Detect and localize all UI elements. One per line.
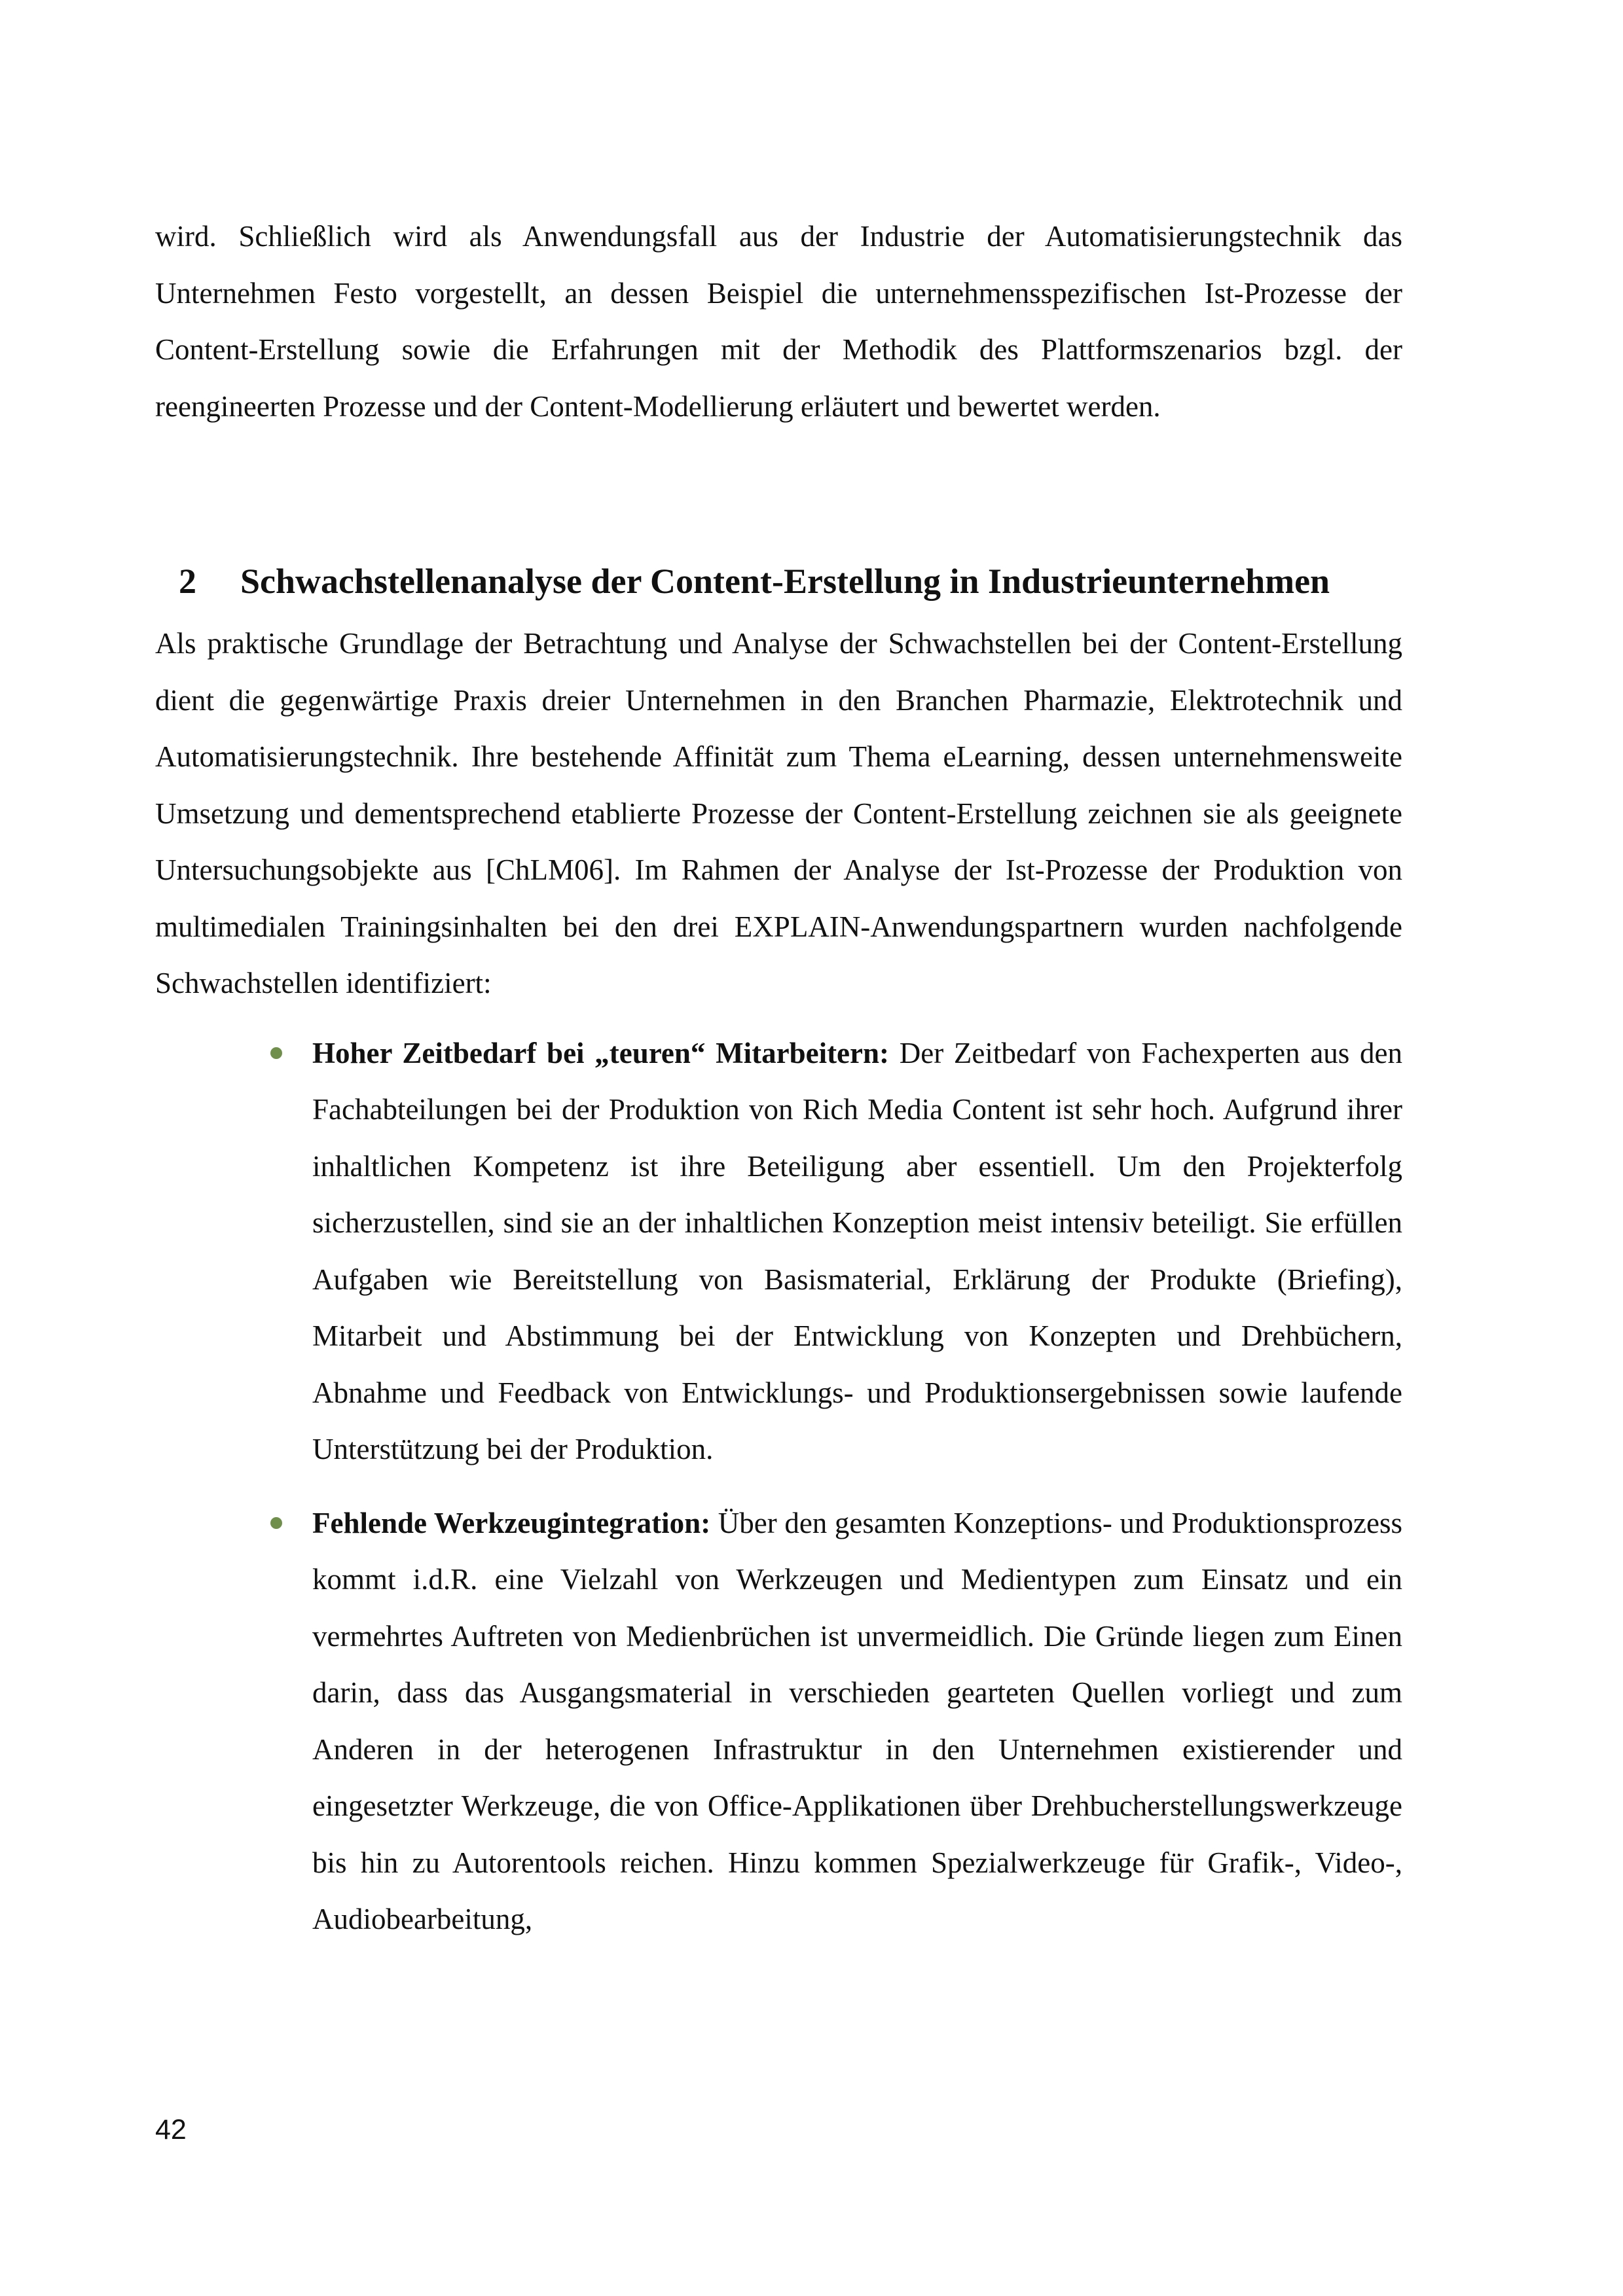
bullet-icon <box>270 1517 282 1529</box>
intro-paragraph: wird. Schließlich wird als Anwendungsfall aus der Industrie der Automatisierungstechnik das Unternehmen Festo vorgestellt, an dessen Beispiel die unternehmensspezifischen Ist-Prozesse der Content-Erstellung sowie die Erfahrungen mit der Methodik des Plattformszenarios bzgl. der reengineerten Prozesse und der Content-Modellierung erläutert und bewertet werden. <box>155 220 1402 423</box>
section-title: Schwachstellenanalyse der Content-Erstellung in Industrieunternehmen <box>240 562 1330 601</box>
bullet-text: Der Zeitbedarf von Fachexperten aus den Fachabteilungen bei der Produktion von Rich Media Content ist sehr hoch. Aufgrund ihrer inhaltlichen Kompetenz ist ihre Beteiligung aber essentiell. Um den Projekterfolg sicherzustellen, sind sie an der inhaltlichen Konzeption meist intensiv beteiligt. Sie erfüllen Aufgaben wie Bereitstellung von Basismaterial, Erklärung der Produkte (Briefing), Mitarbeit und Abstimmung bei der Entwicklung von Konzepten und Drehbüchern, Abnahme und Feedback von Entwicklungs- und Produktionsergebnissen sowie laufende Unterstützung bei der Produktion. <box>312 1036 1402 1465</box>
bullet-title: Hoher Zeitbedarf bei „teuren“ Mitarbeitern: <box>312 1036 900 1069</box>
list-item <box>155 1025 1402 1478</box>
page-number: 42 <box>155 2114 187 2145</box>
bullet-title: Fehlende Werkzeugintegration: <box>312 1506 718 1539</box>
bullet-icon <box>270 1047 282 1059</box>
section-number: 2 <box>179 562 196 601</box>
document-page <box>155 208 1402 1965</box>
section-paragraph: Als praktische Grundlage der Betrachtung und Analyse der Schwachstellen bei der Content-Erstellung dient die gegenwärtige Praxis dreier Unternehmen in den Branchen Pharmazie, Elektrotechnik und Automatisierungstechnik. Ihre bestehende Affinität zum Thema eLearning, dessen unternehmensweite Umsetzung und dementsprechend etablierte Prozesse der Content-Erstellung zeichnen sie als geeignete Untersuchungsobjekte aus [ChLM06]. Im Rahmen der Analyse der Ist-Prozesse der Produktion von multimedialen Trainingsinhalten bei den drei EXPLAIN-Anwendungspartnern wurden nachfolgende Schwachstellen identifiziert: <box>155 627 1402 999</box>
weakness-list <box>155 1025 1402 1948</box>
bullet-text: Über den gesamten Konzeptions- und Produktionsprozess kommt i.d.R. eine Vielzahl von Werkzeugen und Medientypen zum Einsatz und ein vermehrtes Auftreten von Medienbrüchen ist unvermeidlich. Die Gründe liegen zum Einen darin, dass das Ausgangsmaterial in verschieden gearteten Quellen vorliegt und zum Anderen in der heterogenen Infrastruktur in den Unternehmen existierender und eingesetzter Werkzeuge, die von Office-Applikationen über Drehbucherstellungswerkzeuge bis hin zu Autorentools reichen. Hinzu kommen Spezialwerkzeuge für Grafik-, Video-, Audiobearbeitung, <box>312 1506 1402 1935</box>
list-item <box>155 1495 1402 1948</box>
section-heading <box>155 547 1402 615</box>
